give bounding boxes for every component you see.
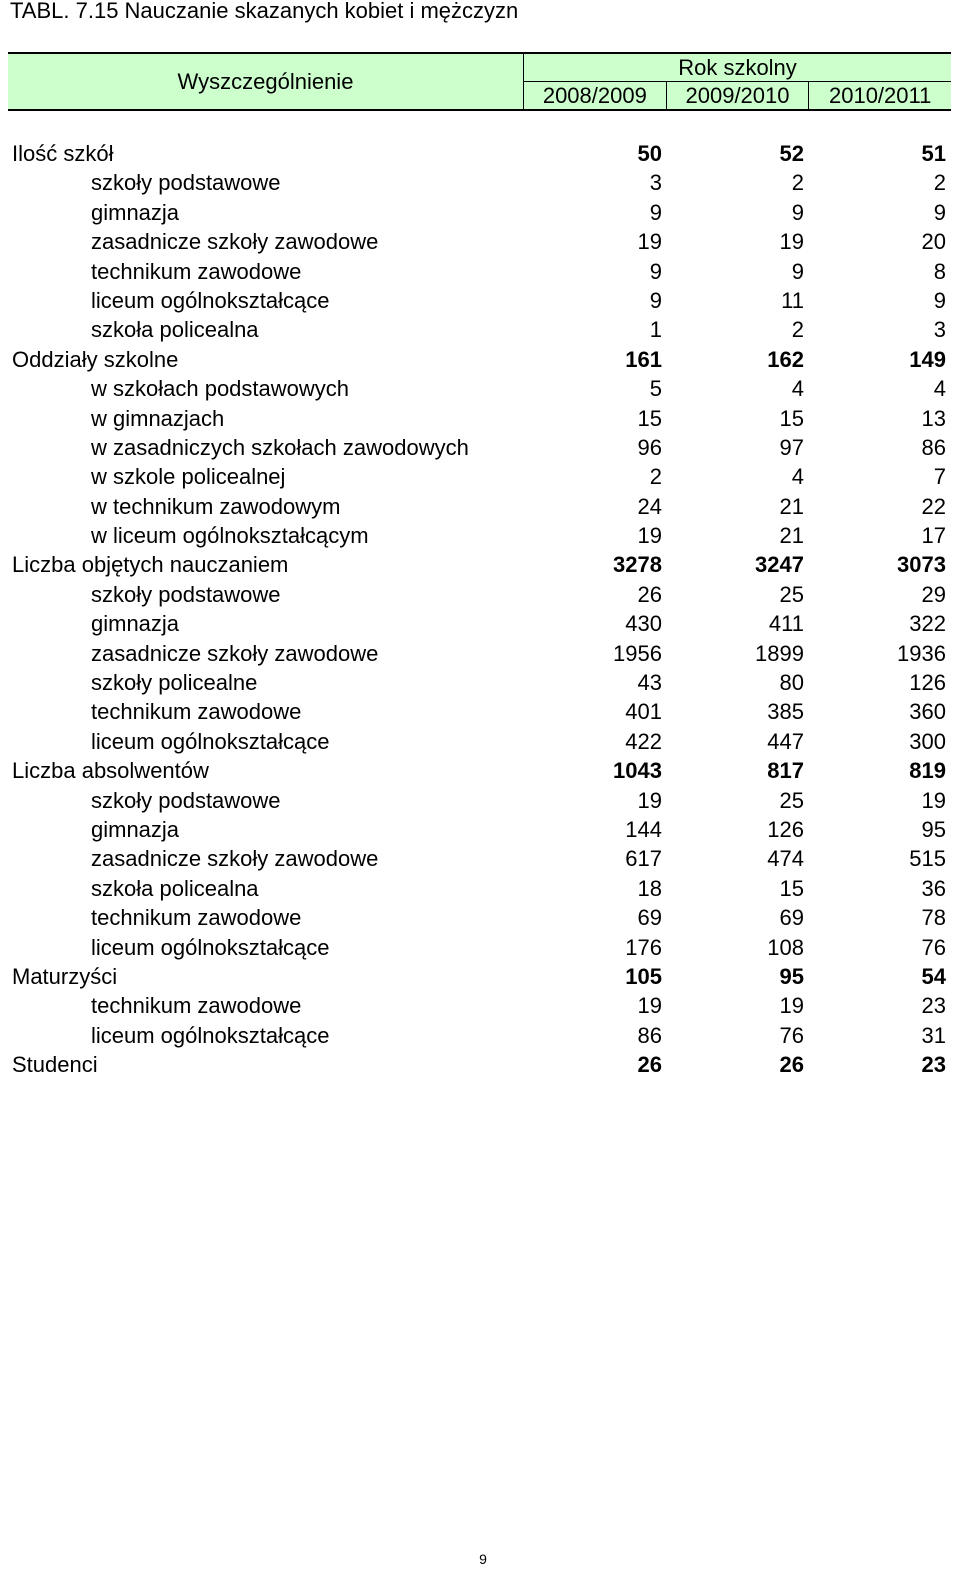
table-row	[0, 463, 960, 492]
row-value-2009-2010: 126	[767, 816, 804, 842]
table-row	[0, 728, 960, 757]
row-value-2010-2011: 17	[921, 523, 946, 549]
row-value-2010-2011: 360	[909, 699, 946, 725]
row-value-2008-2009: 43	[637, 670, 662, 696]
row-label: technikum zawodowe	[91, 699, 302, 725]
row-value-2010-2011: 1936	[897, 640, 946, 666]
table-row	[0, 522, 960, 551]
table-row	[0, 375, 960, 404]
row-label: w szkole policealnej	[91, 464, 286, 490]
row-label: w zasadniczych szkołach zawodowych	[91, 434, 469, 460]
table-row	[0, 816, 960, 845]
row-label: Ilość szkół	[12, 141, 114, 166]
row-value-2010-2011: 126	[909, 670, 946, 696]
row-value-2010-2011: 76	[921, 934, 946, 960]
row-label: liceum ogólnokształcące	[91, 1022, 330, 1048]
row-value-2009-2010: 97	[779, 434, 804, 460]
row-value-2010-2011: 515	[909, 846, 946, 872]
table-row	[0, 551, 960, 580]
header-year-3: 2010/2011	[808, 82, 951, 109]
row-value-2008-2009: 19	[637, 523, 662, 549]
row-label: liceum ogólnokształcące	[91, 934, 330, 960]
row-label: Maturzyści	[12, 963, 118, 989]
row-value-2010-2011: 78	[921, 905, 946, 931]
row-label: w liceum ogólnokształcącym	[91, 523, 369, 549]
row-value-2009-2010: 162	[767, 346, 804, 372]
row-value-2008-2009: 430	[625, 611, 662, 637]
row-value-2009-2010: 447	[767, 728, 804, 754]
row-value-2008-2009: 18	[637, 875, 662, 901]
row-value-2009-2010: 15	[779, 875, 804, 901]
row-value-2008-2009: 26	[637, 581, 662, 607]
row-value-2010-2011: 149	[909, 346, 946, 372]
row-value-2009-2010: 1899	[755, 640, 804, 666]
row-value-2008-2009: 617	[625, 846, 662, 872]
row-value-2010-2011: 300	[909, 728, 946, 754]
header-year-1: 2008/2009	[542, 82, 647, 108]
table-row	[0, 258, 960, 287]
row-value-2008-2009: 69	[637, 905, 662, 931]
header-years	[524, 82, 951, 109]
row-value-2009-2010: 817	[767, 758, 804, 784]
row-label: Oddziały szkolne	[12, 346, 179, 372]
row-label: technikum zawodowe	[91, 993, 302, 1019]
row-value-2008-2009: 19	[637, 229, 662, 255]
row-label: szkoły policealne	[91, 670, 258, 696]
table-row	[0, 934, 960, 963]
table-row	[0, 610, 960, 639]
row-label: zasadnicze szkoły zawodowe	[91, 640, 379, 666]
row-label: liceum ogólnokształcące	[91, 728, 330, 754]
table-row	[0, 169, 960, 198]
row-value-2009-2010: 411	[768, 611, 804, 637]
row-value-2010-2011: 86	[921, 434, 946, 460]
row-value-2008-2009: 3	[649, 170, 662, 196]
row-value-2010-2011: 2	[933, 170, 946, 196]
row-value-2008-2009: 24	[637, 493, 662, 519]
table-row	[0, 963, 960, 992]
row-value-2008-2009: 144	[625, 816, 662, 842]
row-value-2008-2009: 96	[637, 434, 662, 460]
row-label: szkoła policealna	[91, 317, 259, 343]
table-row	[0, 698, 960, 727]
table-row	[0, 405, 960, 434]
row-value-2008-2009: 86	[637, 1022, 662, 1048]
table-row	[0, 1051, 960, 1080]
table-row	[0, 287, 960, 316]
table-row	[0, 228, 960, 257]
table-row	[0, 992, 960, 1021]
row-label: Studenci	[12, 1052, 98, 1078]
row-label: zasadnicze szkoły zawodowe	[91, 229, 379, 255]
row-value-2010-2011: 9	[933, 199, 946, 225]
row-value-2009-2010: 25	[779, 787, 804, 813]
header-school-year: Rok szkolny	[524, 54, 951, 82]
row-label: liceum ogólnokształcące	[91, 287, 330, 313]
row-value-2008-2009: 1956	[613, 640, 662, 666]
row-value-2008-2009: 3278	[613, 552, 662, 578]
row-value-2010-2011: 95	[921, 816, 946, 842]
row-label: szkoły podstawowe	[91, 787, 281, 813]
table-row	[0, 640, 960, 669]
table-row	[0, 316, 960, 345]
row-value-2010-2011: 20	[921, 229, 946, 255]
row-value-2009-2010: 19	[779, 229, 804, 255]
table-row	[0, 346, 960, 375]
row-value-2010-2011: 9	[933, 287, 946, 313]
row-value-2008-2009: 401	[625, 699, 662, 725]
row-value-2008-2009: 161	[625, 346, 662, 372]
row-value-2009-2010: 9	[791, 199, 804, 225]
row-label: gimnazja	[91, 199, 180, 225]
row-value-2010-2011: 22	[921, 493, 946, 519]
row-value-2009-2010: 108	[767, 934, 804, 960]
row-value-2008-2009: 19	[637, 993, 662, 1019]
table-title: TABL. 7.15 Nauczanie skazanych kobiet i mężczyzn	[10, 0, 519, 23]
row-value-2010-2011: 8	[933, 258, 946, 284]
row-value-2008-2009: 2	[649, 464, 662, 490]
row-value-2008-2009: 422	[625, 728, 662, 754]
row-value-2010-2011: 4	[933, 376, 946, 402]
row-value-2010-2011: 31	[921, 1022, 946, 1048]
table-row	[0, 875, 960, 904]
row-label: gimnazja	[91, 611, 180, 637]
row-value-2008-2009: 15	[637, 405, 662, 431]
row-value-2009-2010: 4	[791, 464, 804, 490]
row-label: szkoła policealna	[91, 875, 259, 901]
row-label: w szkołach podstawowych	[91, 376, 350, 402]
row-value-2009-2010: 19	[779, 993, 804, 1019]
row-value-2010-2011: 819	[909, 758, 946, 784]
row-value-2010-2011: 19	[921, 787, 946, 813]
row-value-2010-2011: 23	[921, 993, 946, 1019]
row-value-2009-2010: 3247	[755, 552, 804, 578]
row-value-2010-2011: 54	[921, 963, 946, 989]
row-value-2008-2009: 5	[649, 376, 662, 402]
row-label: technikum zawodowe	[91, 258, 302, 284]
row-label: Liczba absolwentów	[12, 758, 209, 784]
row-value-2009-2010: 2	[791, 170, 804, 196]
row-value-2008-2009: 9	[649, 287, 662, 313]
row-value-2009-2010: 385	[767, 699, 804, 725]
table-row	[0, 1022, 960, 1051]
table-row	[0, 434, 960, 463]
row-value-2009-2010: 9	[791, 258, 804, 284]
table-row	[0, 787, 960, 816]
row-value-2008-2009: 1	[649, 317, 662, 343]
row-value-2009-2010: 52	[779, 141, 804, 166]
row-label: w gimnazjach	[91, 405, 225, 431]
row-value-2010-2011: 13	[921, 405, 946, 431]
table-row	[0, 845, 960, 874]
row-value-2009-2010: 69	[779, 905, 804, 931]
row-label: szkoły podstawowe	[91, 581, 281, 607]
row-label: w technikum zawodowym	[91, 493, 341, 519]
table-header	[8, 52, 951, 111]
row-value-2010-2011: 322	[909, 611, 946, 637]
row-value-2010-2011: 29	[921, 581, 946, 607]
row-value-2009-2010: 21	[779, 523, 804, 549]
row-value-2009-2010: 25	[779, 581, 804, 607]
row-value-2008-2009: 9	[649, 258, 662, 284]
row-value-2009-2010: 26	[779, 1052, 804, 1078]
row-label: Liczba objętych nauczaniem	[12, 552, 289, 578]
row-label: technikum zawodowe	[91, 905, 302, 931]
row-value-2010-2011: 36	[921, 875, 946, 901]
row-label: zasadnicze szkoły zawodowe	[91, 846, 379, 872]
row-value-2008-2009: 19	[637, 787, 662, 813]
row-value-2008-2009: 176	[625, 934, 662, 960]
table-row	[0, 493, 960, 522]
row-value-2009-2010: 80	[779, 670, 804, 696]
row-value-2008-2009: 50	[637, 141, 662, 166]
row-label: szkoły podstawowe	[91, 170, 281, 196]
table-row	[0, 199, 960, 228]
row-value-2009-2010: 2	[791, 317, 804, 343]
header-description: Wyszczególnienie	[8, 54, 524, 109]
row-value-2009-2010: 21	[779, 493, 804, 519]
row-value-2010-2011: 51	[921, 141, 946, 166]
page-number: 9	[479, 1551, 487, 1567]
row-value-2009-2010: 11	[781, 287, 804, 313]
row-value-2010-2011: 7	[933, 464, 946, 490]
row-label: gimnazja	[91, 816, 180, 842]
row-value-2008-2009: 26	[637, 1052, 662, 1078]
row-value-2009-2010: 474	[767, 846, 804, 872]
row-value-2009-2010: 76	[779, 1022, 804, 1048]
table-row	[0, 669, 960, 698]
table-row	[0, 581, 960, 610]
table-row	[0, 140, 960, 169]
row-value-2009-2010: 95	[779, 963, 804, 989]
header-year-2: 2009/2010	[666, 82, 809, 109]
row-value-2009-2010: 15	[779, 405, 804, 431]
table-body	[0, 140, 960, 1081]
table-row	[0, 757, 960, 786]
row-value-2010-2011: 23	[921, 1052, 946, 1078]
row-value-2009-2010: 4	[791, 376, 804, 402]
row-value-2008-2009: 1043	[613, 758, 662, 784]
row-value-2008-2009: 105	[625, 963, 662, 989]
table-row	[0, 904, 960, 933]
row-value-2010-2011: 3073	[897, 552, 946, 578]
row-value-2010-2011: 3	[933, 317, 946, 343]
row-value-2008-2009: 9	[649, 199, 662, 225]
